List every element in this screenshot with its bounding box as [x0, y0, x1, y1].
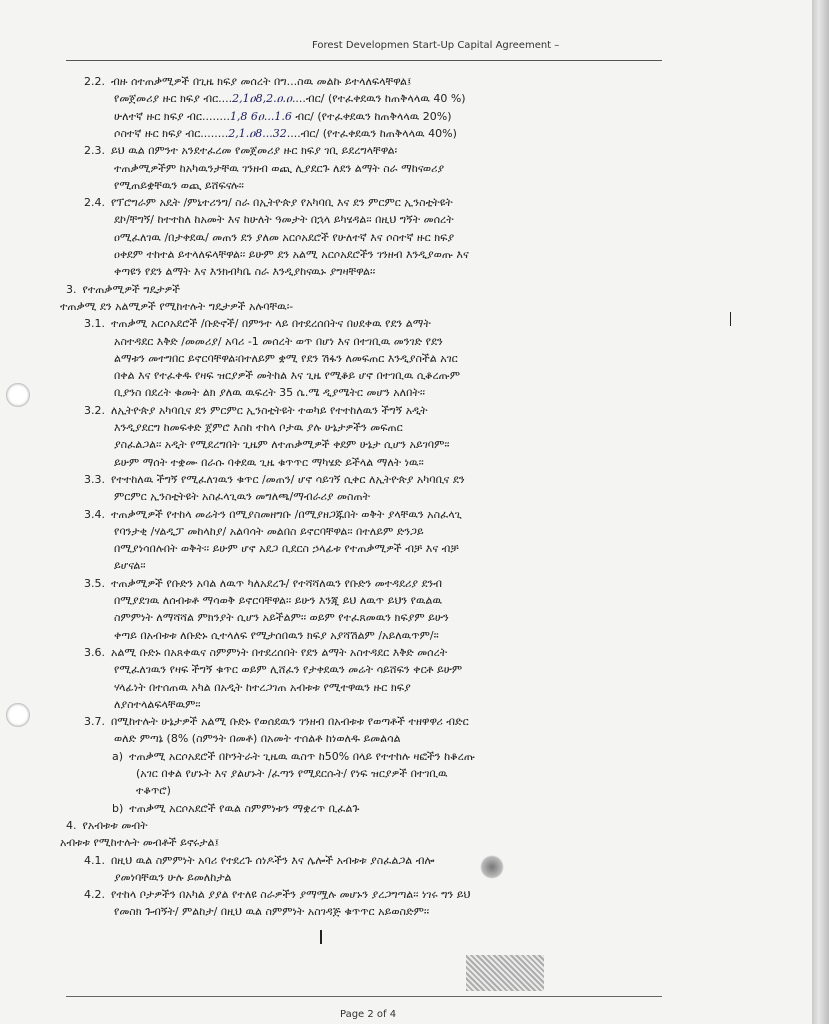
- clause-number: 3.6.: [84, 645, 105, 659]
- text-line: [114, 681, 716, 695]
- text-line: [114, 110, 716, 124]
- text-line: [84, 473, 716, 487]
- text-line: [114, 611, 716, 625]
- footer-rule: [66, 996, 662, 997]
- clause-text: (አገር በቀል የሆኑት እና ያልሆኑት /ፈጣን የሚደርሱት/ የነፍ ዝርያዎች በተገቢዉ: [136, 767, 448, 780]
- clause-text-suffix: ....ብር/ (የተፈቀደዉን ከጠቅላላዉ 40 %): [291, 92, 466, 106]
- text-line: [84, 577, 716, 591]
- text-line: [114, 663, 716, 677]
- text-line: [114, 248, 716, 262]
- clause-text: ቀጣዩን የደን ልማት እና እንክብካቤ ስራ እንዲያከናዉኑ ያግዛቸዋል፡፡: [114, 265, 376, 279]
- clause-number: 3.3.: [84, 472, 105, 486]
- clause-number: 3.7.: [84, 715, 105, 729]
- text-line: [114, 335, 716, 349]
- text-line: [66, 819, 716, 833]
- clause-text: ተጠቃሚ አርሶአደሮች በኮንትራት ጊዜዉ ዉስጥ ከ50% በላይ የተተከሉ ዛፎችን ከቆረጡ: [129, 749, 475, 763]
- text-line: [114, 732, 716, 746]
- clause-text: ደኮ/ቸግኝ/ ከተተከለ ከአመት እና ከሁለት ዓመታት በኋላ ይካሄዳል፡፡ በዚህ ግኝት መሰረት: [114, 213, 454, 227]
- handwritten-amount: 2,1.ዐ8...32: [228, 126, 287, 140]
- text-line: [114, 525, 716, 539]
- clause-text: በሚከተሉት ሁኔታዎች አልሚ ቡድኑ የወሰደዉን ገንዘብ በአብቱቱ የወጣቶች ተዘዋዋሪ ብድር: [111, 715, 469, 729]
- clause-text: ብዙ ሰተጠቃሚዎች በጊዜ ክፍያ መሰረት በግ...ስዉ መልኩ ይተላለፍላቸዋል፤: [111, 75, 412, 88]
- page-header: Forest Developmen Start-Up Capital Agreement –: [312, 40, 560, 51]
- clause-text: ስምምነት ለማሻሻል ምክንያት ሲሆን አይችልም፡፡ ወይም የተፈጸመዉን ክፍያም ይሁን: [114, 611, 449, 625]
- handwritten-amount: 2,1ዐ8,2.ዐ.ዐ: [232, 92, 292, 106]
- clause-number: 3.: [66, 282, 77, 296]
- text-line: [136, 784, 716, 798]
- text-line: [114, 352, 716, 366]
- clause-text: ምርምር ኢንስቲትዩት አስፈላጊዉን መግለጫ/ማብራሪያ መስጠት: [114, 490, 371, 504]
- text-line: [136, 767, 716, 781]
- clause-text: የፕሮግራም አዴት /ምኒተሪንግ/ ስራ በኢትዮጵያ የአካባቢ እና ደን ምርምር ኢንስቲትዩት: [111, 196, 453, 210]
- clause-text: ዐሚፈለገዉ /በታቀደዉ/ መጠን ደን ያለመ አርሶአደሮች የሁለተኛ እና ሶስተኛ ዙር ክፍያ: [114, 230, 455, 244]
- clause-text: በሚያነሳበሉበት ወቅት፡፡ ይሁም ሆኖ አደጋ ቢደርስ ኃላፊቱ የተጠቃሚዎች ብቻ እና ብቻ: [114, 542, 459, 556]
- clause-text: ሶስተኛ ዙር ክፍያ ብር........: [114, 126, 229, 140]
- clause-text: በሚያደገዉ ለሰብቱቶ ማሳወቅ ይኖርባቸዋል፡፡ ይሁን እንጂ ይህ ለዉጥ ይህን የዉልዉ: [114, 594, 443, 607]
- clause-text-suffix: ብር/ (የተፈቀደዉን ከጠቅላላዉ 20%): [291, 109, 452, 123]
- clause-number: 4.2.: [84, 888, 105, 902]
- text-line: [114, 386, 716, 400]
- page-number: Page 2 of 4: [340, 1009, 397, 1020]
- clause-text: ተጠቃሚ አርሶአደሮች /ቡድኖች/ በምንተ ላይ በተደረሰበትና በሀደቀዉ የደን ልማት: [111, 317, 431, 331]
- clause-number: 3.4.: [84, 507, 105, 521]
- text-line: [114, 127, 716, 141]
- clause-text: ወለድ ምጣኔ (8% (ስምንት በመቶ) በአመት ተሰልቶ ከነወለዱ ይመልሳል: [114, 732, 401, 746]
- clause-text: ያስፈልጋል፡፡ አዲት የሚደረግበት ጊዜም ለተጠቃሚዎች ቀደም ሁኔታ ሲሆን አይገባም፡፡: [114, 438, 450, 452]
- text-line: [114, 905, 716, 919]
- clause-text: የመስክ ጉብኝት/ ምልከታ/ በዚህ ዉል ስምምነት አስገዳጅ ቁጥጥር አይወስድም፡፡: [114, 905, 430, 919]
- text-line: [60, 300, 716, 314]
- text-line: [114, 542, 716, 556]
- text-line: [114, 438, 716, 452]
- clause-text: የተተከለዉ ችግኝ የሚፈለገዉን ቁጥር /መጠን/ ሆኖ ሳይገኝ ሲቀር ለኢትዮጵያ አካባቢና ደን: [111, 472, 465, 486]
- clause-text-suffix: ....ብር/ (የተፈቀደዉን ከጠቅላላዉ 40%): [286, 126, 457, 140]
- clause-text: የባንታቂ /ሃልዲፓ መከላከያ/ አልባሳት መልበስ ይኖርባቸዋል፡፡ በተለይም ድንጋይ: [114, 524, 424, 538]
- margin-mark: [730, 312, 731, 326]
- text-line: [66, 283, 716, 297]
- text-line: [84, 508, 716, 522]
- clause-text: ይሆናል፡፡: [114, 559, 146, 573]
- ink-smudge: [480, 855, 504, 879]
- text-line: [84, 715, 716, 729]
- clause-number: a): [112, 749, 124, 763]
- pen-mark: [320, 930, 322, 944]
- text-line: [84, 404, 716, 418]
- text-line: [112, 802, 716, 816]
- clause-number: 3.1.: [84, 317, 105, 331]
- punch-hole-bottom: [6, 703, 30, 727]
- clause-text: የተጠቃሚዎች ግዴታዎች: [82, 282, 181, 296]
- clause-text: ለኢትዮጵያ አካባቢና ደን ምርምር ኢንስቲትዩት ተወካይ የተተከለዉን ችግኝ አዲት: [111, 403, 428, 417]
- text-line: [84, 888, 716, 902]
- clause-text: አብቱቱ የሚከተሉት መብቶች ይኖሩታል፤: [60, 836, 219, 850]
- clause-number: 4.1.: [84, 853, 105, 867]
- clause-text: ተጠቃሚዎችም ከአካዉንታቸዉ ገንዘብ ወጪ ሊያደርጉ ለደን ልማት ስራ ማከናወሪያ: [114, 161, 445, 175]
- clause-text: ልማቱን መተግበር ይኖርባቸዋል፡በተለይም ቋሚ የደን ሽፋን ለመፍጠር እንዲያስችል አገር: [114, 351, 458, 365]
- clause-text: የመጀመሪያ ዙር ክፍያ ብር....: [114, 92, 233, 106]
- clause-text: ቀጣይ በአብቱቱ ለቡድኑ ሲተላለፍ የሚታሰበዉን ክፍያ አያሻሽልም /አይለዉጥም/፡፡: [114, 628, 439, 642]
- text-line: [114, 92, 716, 106]
- clause-text: ዐቀደም ተከተል ይተላለፍላቸዋል፡፡ ይሁም ደን አልሚ አርሶአደሮችን ገንዘብ እንዲያወጡ እና: [114, 248, 469, 261]
- text-line: [114, 265, 716, 279]
- clause-text: ይሁም ማሰት ተቋሙ በራሱ ባቀደዉ ጊዜ ቁጥጥር ማካሄድ ይችላል ማለት ነዉ፡፡: [114, 455, 424, 469]
- text-line: [114, 456, 716, 470]
- clause-text: የሚጠይቋቸዉን ወጪ ይሸፍናሉ፡፡: [114, 178, 244, 192]
- text-line: [114, 213, 716, 227]
- handwritten-amount: 1,8 6ዐ...1.6: [229, 109, 292, 123]
- clause-text: ተጠቃሚ ደን አልሚዎች የሚከተሉት ግዴታዎች አሉባቸዉ፡-: [60, 299, 294, 313]
- text-line: [114, 421, 716, 435]
- clause-number: 2.4.: [84, 196, 105, 210]
- clause-text: ሁለተኛ ዙር ክፍያ ብር........: [114, 109, 230, 123]
- text-line: [112, 750, 716, 764]
- clause-text: ተጠቃሚ አርሶአደሮች የዉል ስምምነቱን ማቋረጥ ቢፈልጉ: [129, 801, 360, 815]
- clause-text: ቢያንስ በደረት ቁመት ልክ ያለዉ ዉፍረት 35 ሴ.ሜ ዲያሜትር መሆን አለበት፡፡: [114, 386, 426, 400]
- clause-text: የአብቱቱ መብት: [82, 818, 148, 832]
- clause-number: b): [112, 801, 124, 815]
- punch-hole-top: [6, 383, 30, 407]
- text-line: [84, 854, 716, 868]
- text-line: [114, 231, 716, 245]
- clause-text: የተከላ ቦታዎችን በአካል ያያል የተለዩ ስራዎችን ያማሟሉ መሆኑን ያረጋግጣል፡፡ ነገሩ ግን ይህ: [111, 888, 471, 902]
- barcode-stamp: [466, 955, 544, 991]
- clause-text: ይህ ዉል በምንተ አንደተፈረመ የመጀመሪያ ዙር ክፍያ ገቢ ይደረግላቸዋል፡: [111, 144, 398, 158]
- clause-number: 2.3.: [84, 144, 105, 158]
- text-line: [84, 75, 716, 89]
- text-line: [114, 179, 716, 193]
- text-line: [114, 871, 716, 885]
- clause-text: አስተዳደር እቅድ /መመሪያ/ አባሪ -1 መሰረት ወጥ በሆነ እና በተገቢዉ መንገድ የደን: [114, 334, 443, 348]
- clause-text: ተቆጥሮ): [136, 784, 171, 798]
- text-line: [114, 594, 716, 608]
- text-line: [84, 144, 716, 158]
- clause-text: በቀል እና የተፈቀዱ የዛፍ ዝርያዎች መትከል እና ጊዜ የሚቆይ ሆኖ በተገቢዉ ሲቆረጡም: [114, 369, 461, 383]
- text-line: [114, 162, 716, 176]
- clause-text: ተጠቃሚዎች የተከላ መሬትን በሚያስመዘግቡ /በሚያዘጋጁበት ወቅት ያላቸዉን አስፈላጊ: [111, 507, 462, 521]
- clause-number: 3.5.: [84, 576, 105, 590]
- clause-number: 3.2.: [84, 403, 105, 417]
- header-rule: [66, 60, 662, 61]
- clause-text: ተጠቃሚዎች የቡድን አባል ለዉጥ ካለአደረጉ/ የተሻሻለዉን የቡድን መተዳደሪያ ደንብ: [111, 576, 443, 590]
- text-line: [60, 836, 716, 850]
- clause-text: ሃላፊነት በተሰጠዉ አካል በአዲት ከተረጋገጠ አብቱቱ የሚተዋዉን ዙር ክፍያ: [114, 680, 411, 694]
- text-line: [114, 629, 716, 643]
- clause-text: አልሚ ቡድኑ በአጸቀዉና ስምምነት በተደረሰበት የደን ልማት አስተዳደር እቅድ መሰረት: [111, 645, 448, 659]
- text-line: [114, 698, 716, 712]
- text-line: [114, 559, 716, 573]
- text-line: [114, 490, 716, 504]
- text-line: [114, 369, 716, 383]
- text-line: [84, 196, 716, 210]
- clause-text: ያመነባቸዉን ሁሉ ይመለከታል: [114, 870, 232, 884]
- clause-text: የሚፈለገዉን የዛፍ ችግኝ ቁጥር ወይም ሊሸፈን የታቀደዉን መሬት ሳይሸፍን ቀርቶ ይሁም: [114, 663, 463, 677]
- text-line: [84, 317, 716, 331]
- page-edge: [812, 0, 829, 1024]
- clause-number: 2.2.: [84, 75, 105, 88]
- clause-number: 4.: [66, 818, 77, 832]
- text-line: [84, 646, 716, 660]
- clause-text: በዚህ ዉል ስምምነት አባሪ የተደረጉ ሰነዶችን እና ሌሎች አብቱቱ ያስፈልጋል ብሎ: [111, 853, 435, 867]
- clause-text: እንዲያደርግ ከመፍቀድ ጀምሮ እስከ ተከላ ቦታዉ ያሉ ሁኔታዎችን መፍጠር: [114, 421, 403, 434]
- clause-text: ለያስተላልፍላቸዉም፡፡: [114, 697, 201, 711]
